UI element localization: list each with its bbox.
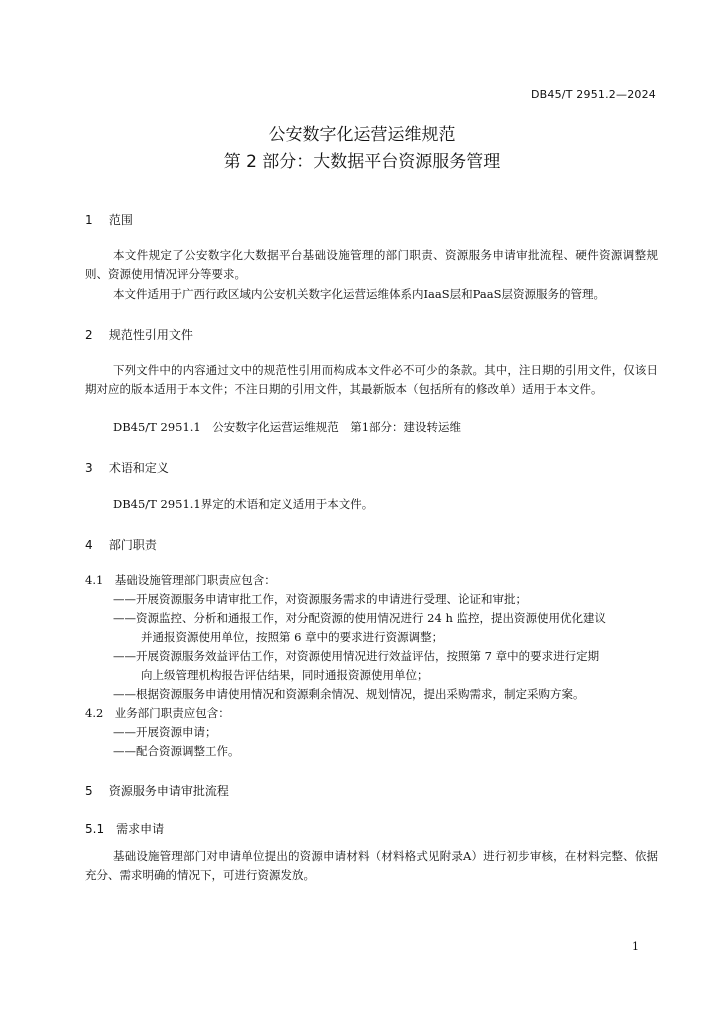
section-title: 范围: [108, 213, 133, 227]
clause-4-2-label: 4.2 业务部门职责应包含：: [85, 706, 230, 720]
clause-4-1-item-1: ——开展资源服务申请审批工作，对资源服务需求的申请进行受理、论证和审批；: [113, 592, 527, 606]
section-title: 术语和定义: [108, 461, 169, 475]
clause-4-2-item-2: ——配合资源调整工作。: [113, 744, 240, 758]
section-number: 5: [85, 784, 93, 798]
clause-4-1-item-2-cont: 并通报资源使用单位，按照第 6 章中的要求进行资源调整；: [141, 630, 444, 644]
clause-4-1-item-3-cont: 向上级管理机构报告评估结果，同时通报资源使用单位；: [141, 668, 429, 682]
clause-4-1-item-2: ——资源监控、分析和通报工作，对分配资源的使用情况进行 24 h 监控，提出资源使用优化建议: [113, 611, 607, 625]
clause-4-1-label: 4.1 基础设施管理部门职责应包含：: [85, 573, 276, 587]
document-title: 公安数字化运营运维规范: [268, 125, 456, 145]
section-title: 规范性引用文件: [108, 328, 193, 342]
section-2-reference: DB45/T 2951.1 公安数字化运营运维规范 第1部分：建设转运维: [113, 420, 462, 434]
clause-4-2-item-1: ——开展资源申请；: [113, 725, 217, 739]
section-number: 3: [85, 461, 93, 475]
document-code: DB45/T 2951.2—2024: [530, 88, 656, 101]
section-title: 部门职责: [108, 538, 157, 552]
section-5-heading: [85, 782, 229, 799]
clause-5-1-paragraph: 基础设施管理部门对申请单位提出的资源申请材料（材料格式见附录A）进行初步审核，在材料完整、依据充分、需求明确的情况下，可进行资源发放。: [85, 849, 658, 882]
section-number: 1: [85, 213, 93, 227]
section-1-paragraph-2: 本文件适用于广西行政区域内公安机关数字化运营运维体系内IaaS层和PaaS层资源服务的管理。: [113, 287, 605, 301]
section-3-paragraph-1: DB45/T 2951.1界定的术语和定义适用于本文件。: [113, 497, 374, 511]
clause-4-1-item-4: ——根据资源服务申请使用情况和资源剩余情况、规划情况，提出采购需求，制定采购方案。: [113, 687, 585, 701]
document-subtitle: 第 2 部分：大数据平台资源服务管理: [223, 152, 501, 172]
section-1-heading: [85, 211, 133, 228]
section-2-heading: [85, 326, 193, 343]
section-number: 2: [85, 328, 93, 342]
section-2-paragraph-1: 下列文件中的内容通过文中的规范性引用而构成本文件必不可少的条款。其中，注日期的引用文件，仅该日期对应的版本适用于本文件；不注日期的引用文件，其最新版本（包括所有的修改单）适用于本文件。: [85, 363, 658, 396]
page-number: 1: [632, 940, 639, 953]
clause-5-1-heading: 5.1 需求申请: [85, 822, 165, 836]
section-title: 资源服务申请审批流程: [108, 784, 229, 798]
section-number: 4: [85, 538, 93, 552]
clause-4-1-item-3: ——开展资源服务效益评估工作，对资源使用情况进行效益评估，按照第 7 章中的要求进行定期: [113, 649, 600, 663]
section-3-heading: [85, 459, 169, 476]
section-4-heading: [85, 536, 157, 553]
section-1-paragraph-1: 本文件规定了公安数字化大数据平台基础设施管理的部门职责、资源服务申请审批流程、硬件资源调整规则、资源使用情况评分等要求。: [85, 248, 658, 281]
